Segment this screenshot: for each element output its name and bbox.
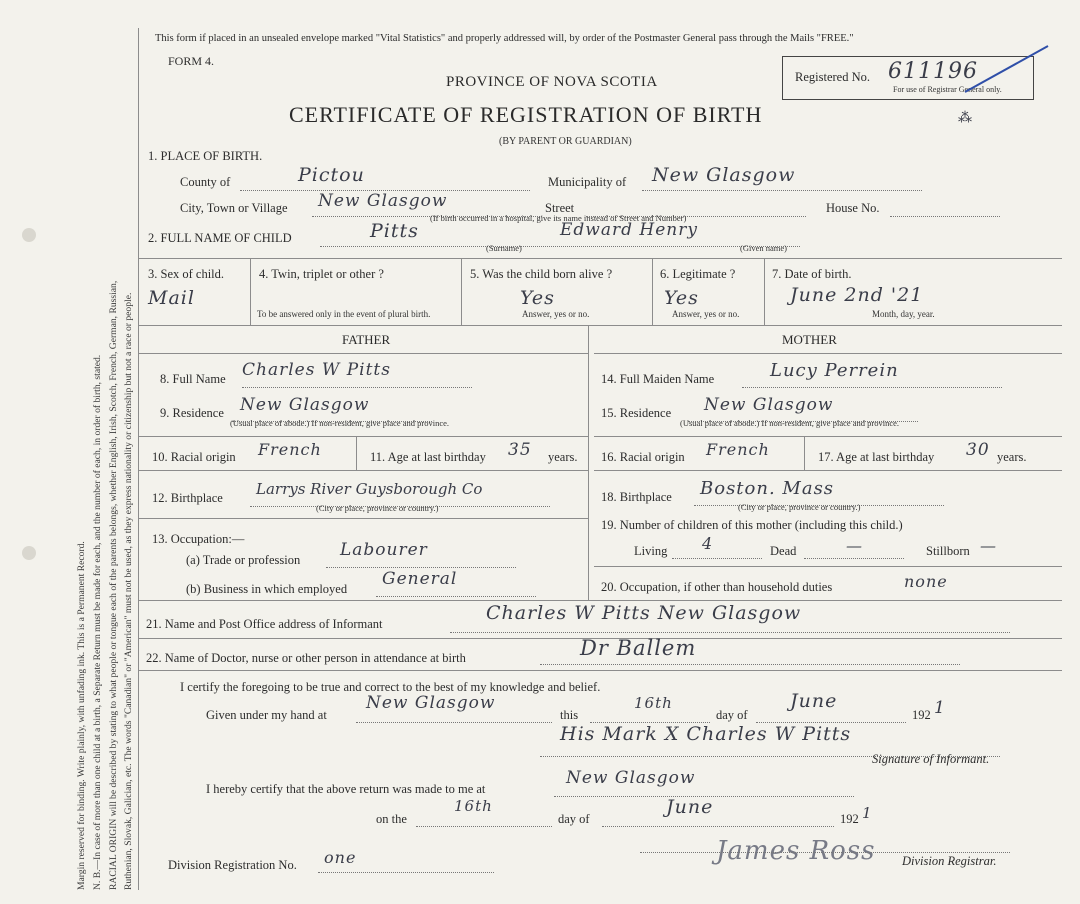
stillborn-value: — [980,536,997,555]
municipality-label: Municipality of [548,175,627,189]
legitimate-label: 6. Legitimate ? [660,267,736,281]
doctor-label: 22. Name of Doctor, nurse or other person in attendance at birth [146,651,466,665]
informant-signature: His Mark X Charles W Pitts [560,723,852,745]
margin-racial-note: RACIAL ORIGIN will be described by stating to what people or tongue each of the parents belongs, whether English, Irish, Scotch, French, German, Russian, [108,280,119,890]
on-the-label: on the [376,812,407,826]
division-registration-label: Division Registration No. [168,858,297,872]
legitimate-value: Yes [664,287,699,309]
stillborn-label: Stillborn [926,544,970,558]
trade-label: (a) Trade or profession [186,553,301,567]
certificate-subtitle: (BY PARENT OR GUARDIAN) [499,136,632,147]
mother-name: Lucy Perrein [770,360,899,381]
mother-birthplace: Boston. Mass [700,478,835,499]
child-given-name: Edward Henry [560,220,698,240]
mother-residence: New Glasgow [704,395,834,415]
given-place: New Glasgow [366,693,496,713]
mother-residence-label: 15. Residence [601,406,672,420]
father-racial: French [258,440,322,459]
dead-value: — [846,536,863,555]
clerk-initials: ⁂ [958,110,973,126]
children-count-label: 19. Number of children of this mother (including this child.) [601,518,903,532]
father-birthplace-label: 12. Birthplace [152,491,223,505]
business-label: (b) Business in which employed [186,582,348,596]
house-label: House No. [826,201,880,215]
mother-heading: MOTHER [782,332,837,347]
registrar-use-note: For use of Registrar General only. [893,85,1002,94]
dob-value: June 2nd '21 [790,284,924,306]
municipality-value: New Glasgow [652,164,796,186]
business-value: General [382,569,458,589]
living-value: 4 [702,534,714,553]
sex-label: 3. Sex of child. [148,267,225,281]
father-residence: New Glasgow [240,395,370,415]
hospital-note: (If birth occurred in a hospital, give its name instead of Street and Number) [430,213,687,223]
county-value: Pictou [298,164,365,186]
father-residence-label: 9. Residence [160,406,224,420]
mother-birthplace-label: 18. Birthplace [601,490,672,504]
county-label: County of [180,175,231,189]
margin-racial-note-2: Ruthenian, Slovak, Galician, etc. The words "Canadian" or "American" must not be used, as they express nationality or citizenship but not a race or people. [123,292,134,890]
given-label: Given under my hand at [206,708,327,722]
alive-label: 5. Was the child born alive ? [470,267,613,281]
father-age-label: 11. Age at last birthday [370,450,486,464]
given-month: June [790,690,838,712]
mother-age-label: 17. Age at last birthday [818,450,935,464]
father-birthplace-note: (City or place, province or country.) [316,503,439,513]
trade-value: Labourer [340,540,428,560]
return-year-suffix: 1 [862,804,873,822]
return-day-of: day of [558,812,590,826]
mother-name-label: 14. Full Maiden Name [601,372,715,386]
city-value: New Glasgow [318,191,448,211]
margin-nb-note: N. B.—In case of more than one child at a birth, a Separate Return must be made for each, and the number of each, in order of birth, stated. [92,354,103,890]
city-label: City, Town or Village [180,201,288,215]
twin-label: 4. Twin, triplet or other ? [259,267,384,281]
given-name-label: (Given name) [740,243,787,253]
twin-note: To be answered only in the event of plural birth. [257,309,431,319]
return-place: New Glasgow [566,768,696,788]
mother-years: years. [997,450,1027,464]
child-surname: Pitts [370,220,419,242]
sex-value: Mail [148,287,195,309]
certificate-title: CERTIFICATE OF REGISTRATION OF BIRTH [289,102,763,127]
mother-occupation-label: 20. Occupation, if other than household duties [601,580,833,594]
child-name-label: 2. FULL NAME OF CHILD [148,231,292,245]
given-year-suffix: 1 [934,698,946,718]
mother-birthplace-note: (City or place, province or country.) [738,502,861,512]
check-mark-icon [960,40,1055,100]
alive-note: Answer, yes or no. [522,309,590,319]
alive-value: Yes [520,287,555,309]
return-month: June [666,796,714,818]
father-residence-note: (Usual place of abode.) If non-resident, give place and province. [230,418,450,428]
registered-number: 611196 [888,59,978,84]
father-racial-label: 10. Racial origin [152,450,236,464]
dead-label: Dead [770,544,797,558]
day-of-label: day of [716,708,748,722]
mail-note: This form if placed in an unsealed envelope marked "Vital Statistics" and properly addressed will, by order of the Postmaster General pass through the Mails "FREE." [155,33,854,44]
doctor-value: Dr Ballem [580,636,697,660]
registrar-signature: James Ross [716,836,876,866]
father-name: Charles W Pitts [242,360,391,380]
form-number: FORM 4. [168,54,215,68]
given-day: 16th [634,694,673,712]
dob-note: Month, day, year. [872,309,935,319]
occupation-label: 13. Occupation:— [152,532,245,546]
mother-racial-label: 16. Racial origin [601,450,685,464]
street-label: Street [545,201,575,215]
dob-label: 7. Date of birth. [772,267,852,281]
registered-label: Registered No. [795,70,870,84]
surname-label: (Surname) [486,243,522,253]
certify-statement: I certify the foregoing to be true and correct to the best of my knowledge and belief. [180,680,601,694]
father-birthplace: Larrys River Guysborough Co [256,480,483,498]
mother-racial: French [706,440,770,459]
place-of-birth-label: 1. PLACE OF BIRTH. [148,149,263,163]
signature-label: Signature of Informant. [872,752,990,766]
father-age: 35 [508,440,532,460]
informant-label: 21. Name and Post Office address of Informant [146,617,383,631]
father-years: years. [548,450,578,464]
division-registration-no: one [324,848,357,867]
legitimate-note: Answer, yes or no. [672,309,740,319]
father-heading: FATHER [342,332,391,347]
binding-hole [22,546,36,560]
this-label: this [560,708,579,722]
mother-residence-note: (Usual place of abode.) If non-resident, give place and province. [680,418,900,428]
given-year-prefix: 192 [912,708,931,722]
living-label: Living [634,544,668,558]
binding-hole [22,228,36,242]
informant-value: Charles W Pitts New Glasgow [486,602,802,624]
form-left-border [138,28,139,890]
province-heading: PROVINCE OF NOVA SCOTIA [446,74,658,90]
division-registrar-label: Division Registrar. [902,854,997,868]
father-name-label: 8. Full Name [160,372,226,386]
return-year-prefix: 192 [840,812,859,826]
return-day: 16th [454,797,493,815]
mother-occupation: none [904,572,948,591]
margin-binding-note: Margin reserved for binding. Write plainly, with unfading ink. This is a Permanent Record. [76,541,87,890]
mother-age: 30 [966,440,990,460]
return-label: I hereby certify that the above return was made to me at [206,782,486,796]
